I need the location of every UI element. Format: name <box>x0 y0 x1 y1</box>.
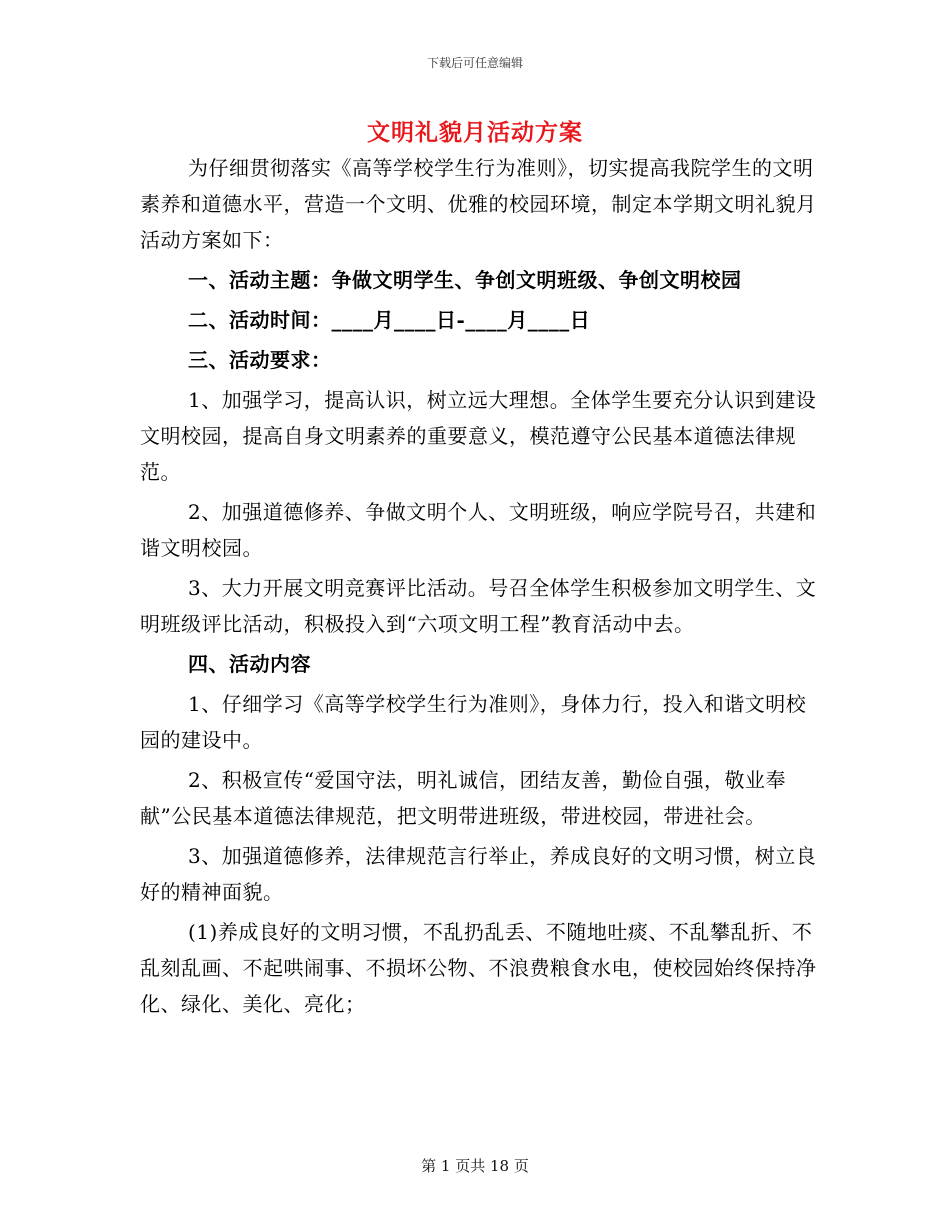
content-item-1: 1、仔细学习《高等学校学生行为准则》，身体力行，投入和谐文明校园的建设中。 <box>140 692 807 752</box>
section-theme: 一、活动主题：争做文明学生、争创文明班级、争创文明校园 <box>188 268 742 292</box>
requirement-3: 3、大力开展文明竞赛评比活动。号召全体学生积极参加文明学生、文明班级评比活动，积极投入到“六项文明工程”教育活动中去。 <box>140 576 817 636</box>
page-number: 第 1 页共 18 页 <box>421 1157 529 1175</box>
content-item-2: 2、积极宣传“爱国守法，明礼诚信，团结友善，勤俭自强，敬业奉献”公民基本道德法律规范，把文明带进班级，带进校园，带进社会。 <box>140 768 786 828</box>
requirement-1: 1、加强学习，提高认识，树立远大理想。全体学生要充分认识到建设文明校园，提高自身文明素养的重要意义，模范遵守公民基本道德法律规范。 <box>140 388 817 484</box>
section-requirements-heading: 三、活动要求： <box>188 348 332 372</box>
intro-paragraph: 为仔细贯彻落实《高等学校学生行为准则》，切实提高我院学生的文明素养和道德水平，营造一个文明、优雅的校园环境，制定本学期文明礼貌月活动方案如下： <box>140 156 817 252</box>
section-time: 二、活动时间：____月____日-____月____日 <box>188 308 591 332</box>
section-content-heading: 四、活动内容 <box>188 652 311 676</box>
content-subitem-1: (1)养成良好的文明习惯，不乱扔乱丢、不随地吐痰、不乱攀乱折、不乱刻乱画、不起哄闹事、不损坏公物、不浪费粮食水电，使校园始终保持净化、绿化、美化、亮化； <box>140 920 817 1016</box>
header-note: 下载后可任意编辑 <box>426 56 523 70</box>
content-item-3: 3、加强道德修养，法律规范言行举止，养成良好的文明习惯，树立良好的精神面貌。 <box>140 844 817 904</box>
document-title: 文明礼貌月活动方案 <box>367 119 583 146</box>
document-body <box>140 150 820 1022</box>
requirement-2: 2、加强道德修养、争做文明个人、文明班级，响应学院号召，共建和谐文明校园。 <box>140 500 817 560</box>
